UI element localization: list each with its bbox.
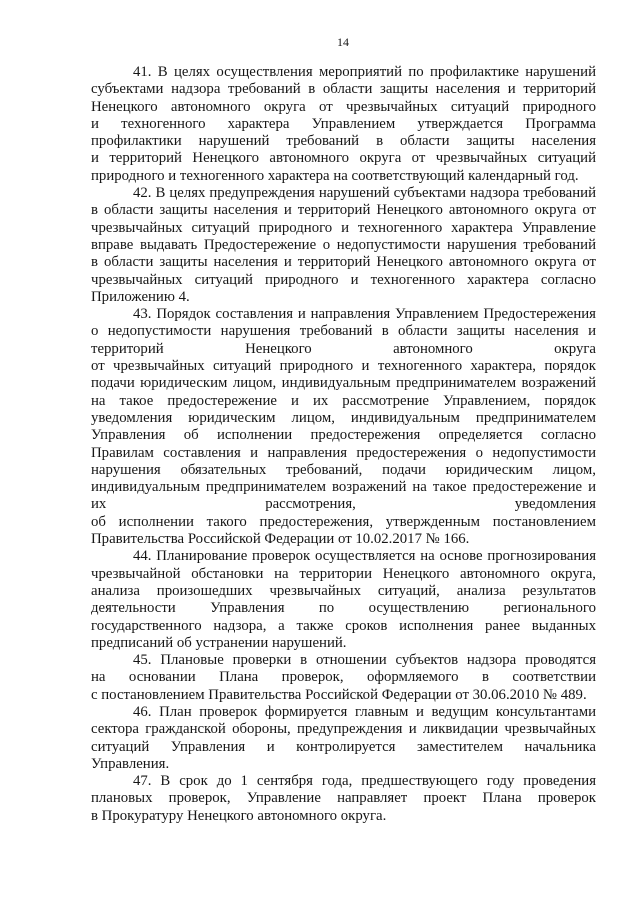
page-number: 14 [337,35,349,49]
paragraph-line: профилактики нарушений требований в области защиты населения [91,133,596,150]
paragraph-line: предписаний об устранении нарушений. [91,634,347,651]
paragraph-line: Ненецкого автономного округа от чрезвычайных ситуаций природного [91,98,596,115]
paragraph-41 [91,64,596,185]
paragraph-line: деятельности Управления по осуществлению регионального [91,600,596,617]
paragraph-line: их рассмотрения, уведомления [91,496,596,513]
paragraph-line: 42. В целях предупреждения нарушений субъектами надзора требований [133,185,596,202]
paragraph-line: и техногенного характера Управлением утверждается Программа [91,115,596,132]
paragraph-line: подачи юридическим лицом, индивидуальным предпринимателем возражений [91,375,596,392]
paragraph-line: анализа произошедших чрезвычайных ситуаций, анализа результатов [91,582,596,599]
document-body [91,64,596,825]
paragraph-45 [91,652,596,704]
paragraph-line: плановых проверок, Управление направляет проект Плана проверок [91,790,596,807]
paragraph-line: в области защиты населения и территорий Ненецкого автономного округа от [91,202,596,219]
paragraph-line: Правилам составления и направления предостережения о недопустимости [91,444,596,461]
paragraph-line: и территорий Ненецкого автономного округа от чрезвычайных ситуаций [91,150,596,167]
paragraph-line: сектора гражданской обороны, предупреждения и ликвидации чрезвычайных [91,721,596,738]
paragraph-line: Управления об исполнении предостережения определяется согласно [91,427,596,444]
paragraph-line: чрезвычайных ситуаций природного и техногенного характера согласно [91,271,596,288]
paragraph-line: чрезвычайных ситуаций природного и техногенного характера Управление [91,219,596,236]
paragraph-line: о недопустимости нарушения требований в области защиты населения и [91,323,596,340]
paragraph-line: на основании Плана проверок, оформляемого в соответствии [91,669,596,686]
paragraph-46 [91,704,596,773]
paragraph-47 [91,773,596,825]
paragraph-line: с постановлением Правительства Российской Федерации от 30.06.2010 № 489. [91,686,587,703]
paragraph-line: об исполнении такого предостережения, утвержденным постановлением [91,513,596,530]
paragraph-line: чрезвычайной обстановки на территории Ненецкого автономного округа, [91,565,596,582]
paragraph-line: в области защиты населения и территорий Ненецкого автономного округа от [91,254,596,271]
paragraph-line: от чрезвычайных ситуаций природного и техногенного характера, порядок [91,358,596,375]
paragraph-line: субъектами надзора требований в области защиты населения и территорий [91,81,596,98]
paragraph-line: природного и техногенного характера на соответствующий календарный год. [91,167,579,184]
paragraph-line: нарушения обязательных требований, подачи юридическим лицом, [91,461,596,478]
paragraph-line: государственного надзора, а также сроков исполнения ранее выданных [91,617,596,634]
paragraph-line: уведомления юридическим лицом, индивидуальным предпринимателем [91,409,596,426]
paragraph-44 [91,548,596,652]
paragraph-line: 45. Плановые проверки в отношении субъектов надзора проводятся [133,652,596,669]
paragraph-line: Правительства Российской Федерации от 10.02.2017 № 166. [91,531,470,548]
paragraph-43 [91,306,596,548]
paragraph-line: территорий Ненецкого автономного округа [91,340,596,357]
paragraph-line: 47. В срок до 1 сентября года, предшествующего году проведения [133,773,596,790]
paragraph-42 [91,185,596,306]
paragraph-line: Управления. [91,755,170,772]
paragraph-line: на такое предостережение и их рассмотрение Управлением, порядок [91,392,596,409]
paragraph-line: 43. Порядок составления и направления Управлением Предостережения [133,306,596,323]
paragraph-line: ситуаций Управления и контролируется заместителем начальника [91,738,596,755]
paragraph-line: индивидуальным предпринимателем возражений на такое предостережение и [91,479,596,496]
paragraph-line: 44. Планирование проверок осуществляется на основе прогнозирования [133,548,596,565]
paragraph-line: 41. В целях осуществления мероприятий по профилактике нарушений [133,64,596,80]
paragraph-line: в Прокуратуру Ненецкого автономного округа. [91,807,387,824]
paragraph-line: 46. План проверок формируется главным и ведущим консультантами [133,703,596,720]
paragraph-line: вправе выдавать Предостережение о недопустимости нарушения требований [91,236,596,253]
paragraph-line: Приложению 4. [91,288,190,305]
